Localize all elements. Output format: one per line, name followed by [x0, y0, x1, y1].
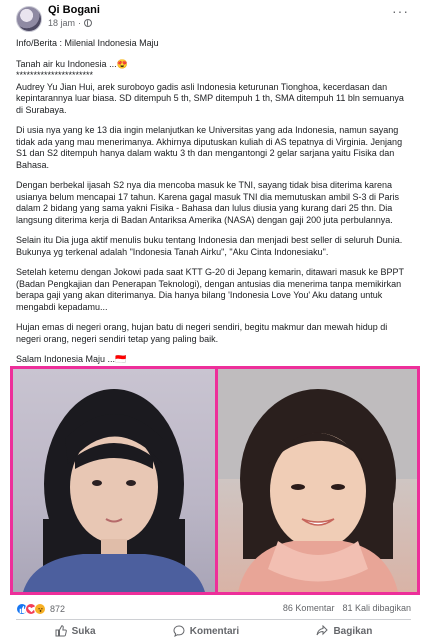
- portrait-photo-left: [13, 369, 215, 592]
- share-button[interactable]: [316, 622, 372, 640]
- meta-separator: ·: [78, 18, 82, 28]
- comment-count-link[interactable]: 86 Komentar: [282, 603, 335, 613]
- wow-reaction-icon: [34, 603, 46, 615]
- engagement-counts: [283, 603, 411, 613]
- post-time[interactable]: 18 jam: [48, 18, 76, 28]
- engagement-bar: [16, 603, 411, 617]
- portrait-photo-right: [218, 369, 417, 592]
- post-actions: [16, 622, 411, 640]
- post-line-tagline: Tanah air ku Indonesia ...😍: [16, 58, 128, 69]
- post-paragraph-career: Dengan berbekal ijasah S2 nya dia mencoba masuk ke TNI, sayang tidak bisa diterima karena usianya belum mencapai 17 tahun. Karena gagal masuk TNI dia memutuskan ambil S-3 di Paris dalam 2 bidang yang sama yakni Fisika - Bahasa dan lulus diusia yang kurang dari 25 thn. Dia langsung diterima kerja di Badan Antariksa Amerika (NASA) dengan gaji 200 juta perbulannya.: [16, 180, 400, 225]
- post-line-heading: Info/Berita : Milenial Indonesia Maju: [16, 38, 159, 48]
- post-paragraph-university: Di usia nya yang ke 13 dia ingin melanjutkan ke Universitas yang ada Indonesia, namun sayang tidak ada yang mau menerimanya. Akhirnya diputuskan kuliah di AS tepatnya di Virginia. Jenjang S1 dan S2 ditempuh hanya dalam waktu 3 th dan mengantongi 2 gelar sarjana yaitu Fisika dan Bahasa.: [16, 125, 403, 170]
- post-paragraph-bppt: Setelah ketemu dengan Jokowi pada saat KTT G-20 di Jepang kemarin, ditawari masuk ke BPPT (Badan Pengkajian dan Penerapan Teknologi), dengan antusias dia menerima tanpa memikirkan berapa gaji yang akan diterimanya. Dia hanya bilang 'Indonesia Love You' Aku datang untuk mengabdi kepadamu...: [16, 267, 404, 312]
- reactions-summary[interactable]: [16, 603, 65, 615]
- like-label: Suka: [71, 625, 96, 637]
- post-body: [16, 38, 411, 377]
- reaction-count: 872: [50, 604, 66, 614]
- comment-label: Komentari: [189, 625, 240, 637]
- like-icon: [55, 625, 67, 637]
- post-line-salam-1: Salam Indonesia Maju ...🇮🇩: [16, 354, 127, 364]
- comment-icon: [173, 625, 185, 637]
- post-paragraph-books: Selain itu Dia juga aktif menulis buku tentang Indonesia dan menjadi best seller di seluruh Dunia. Bukunya yg terkenal adalah "Indonesia Tanah Airku", "Aku Cinta Indonesiaku".: [16, 235, 403, 257]
- post-paragraph-proverb: Hujan emas di negeri orang, hujan batu di negeri sendiri, begitu makmur dan mewah hidup di negeri orang, negeri sendiri tetap yang paling baik.: [16, 322, 388, 344]
- post-photo[interactable]: [10, 366, 420, 595]
- action-divider: [16, 619, 411, 620]
- share-count-link[interactable]: 81 Kali dibagikan: [342, 603, 411, 613]
- post-header: [0, 0, 421, 30]
- author-name[interactable]: Qi Bogani: [48, 4, 100, 16]
- post-line-stars: **********************: [16, 70, 94, 80]
- post-paragraph-intro: Audrey Yu Jian Hui, arek suroboyo gadis asli Indonesia keturunan Tionghoa, kecerdasan dan kepintarannya luar biasa. SD ditempuh 5 th, SMP ditempuh 1 th, SMA ditempuh 11 bln semuanya di Surabaya.: [16, 81, 404, 115]
- avatar[interactable]: [16, 6, 42, 32]
- share-label: Bagikan: [333, 625, 373, 637]
- like-button[interactable]: [55, 622, 96, 640]
- globe-icon: [84, 19, 92, 27]
- share-icon: [316, 625, 328, 637]
- more-options-button[interactable]: ···: [392, 3, 409, 19]
- post-meta: [48, 18, 92, 28]
- comment-button[interactable]: [173, 622, 239, 640]
